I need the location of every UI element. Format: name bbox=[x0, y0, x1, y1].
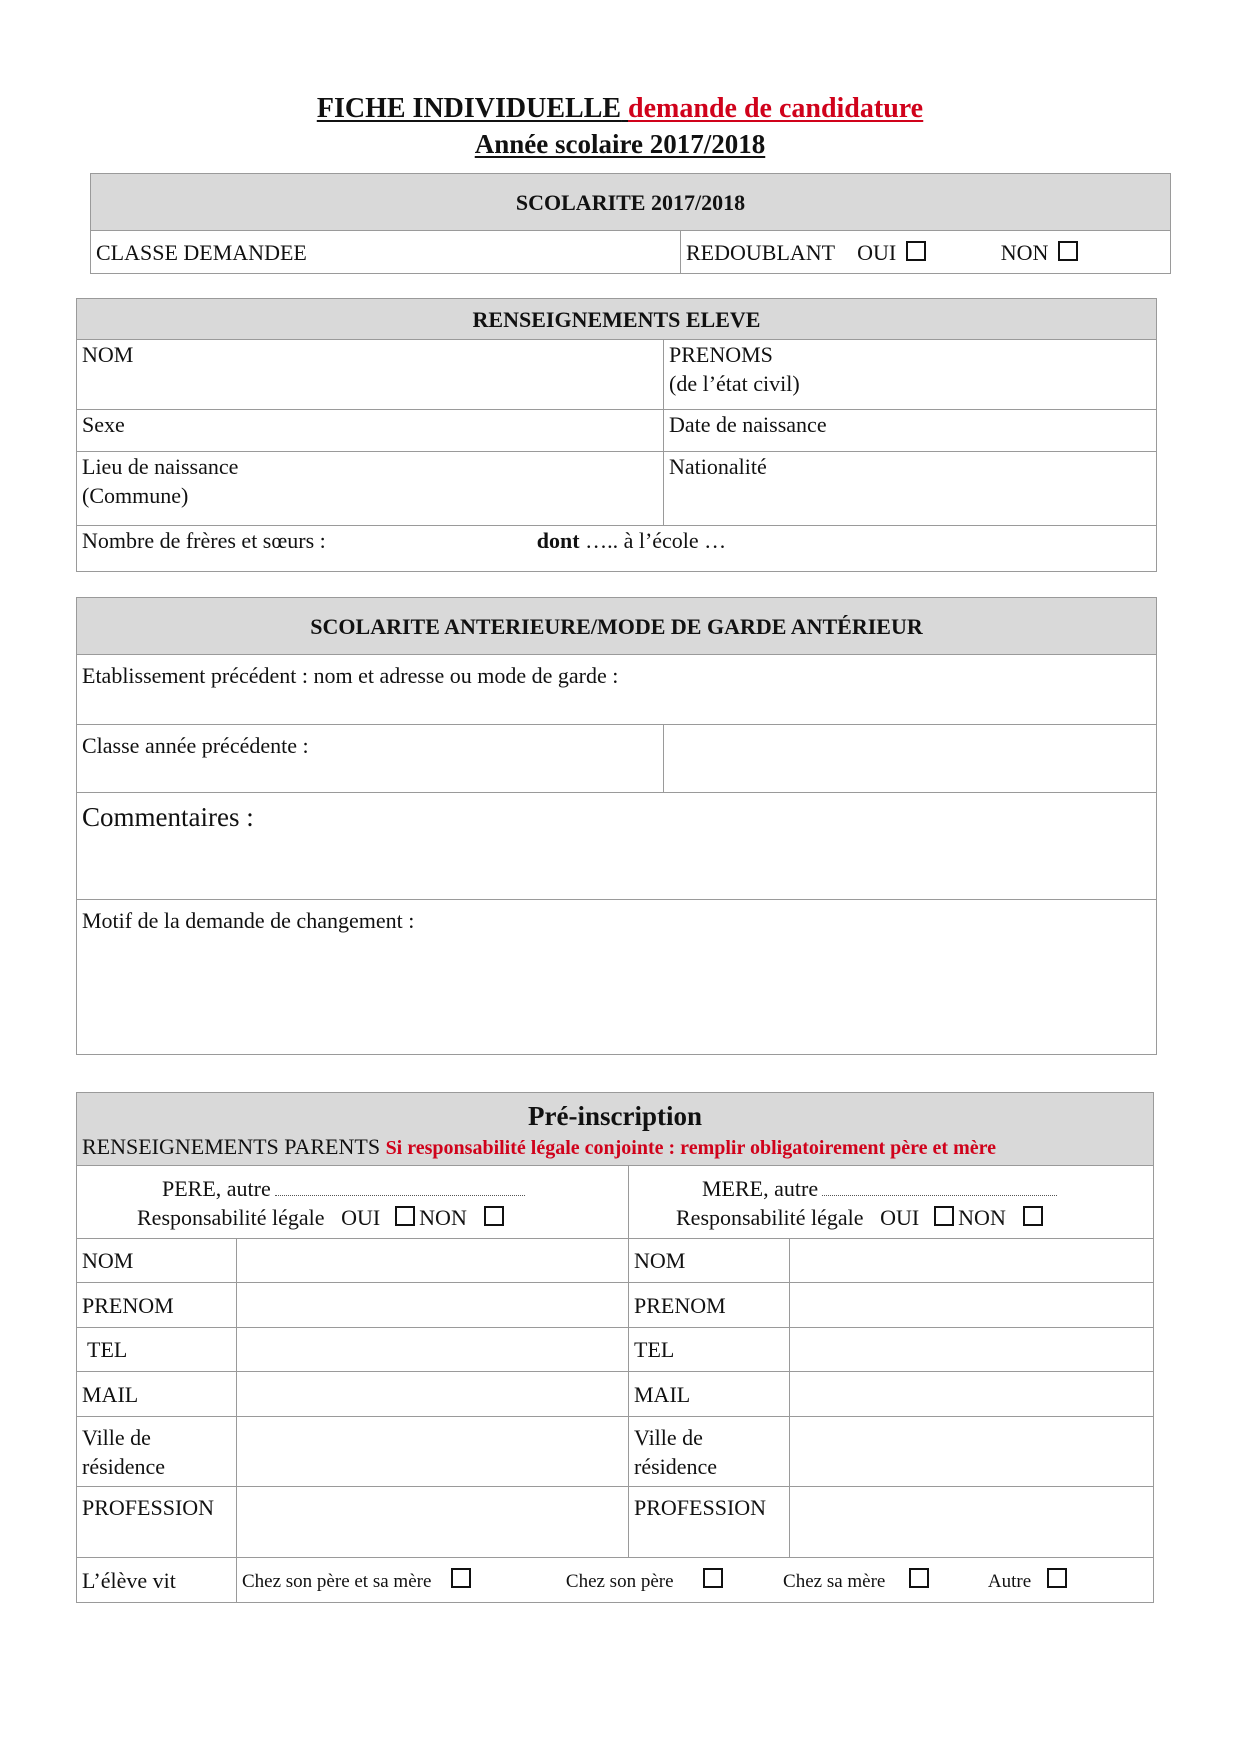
parents-heading bbox=[77, 1093, 1154, 1166]
parents-subtitle: RENSEIGNEMENTS PARENTS bbox=[82, 1133, 381, 1159]
mere-prenom-input[interactable] bbox=[790, 1283, 1154, 1328]
lieu-naissance-field[interactable]: Lieu de naissance (Commune) bbox=[77, 452, 664, 526]
mere-mail-label: MAIL bbox=[629, 1372, 790, 1417]
pere-ville-label: Ville de résidence bbox=[77, 1417, 237, 1487]
mere-profession-input[interactable] bbox=[790, 1487, 1154, 1558]
mere-tel-input[interactable] bbox=[790, 1328, 1154, 1372]
preinscription-title: Pré-inscription bbox=[528, 1100, 702, 1131]
mere-prenom-label: PRENOM bbox=[629, 1283, 790, 1328]
pere-profession-input[interactable] bbox=[237, 1487, 629, 1558]
scolarite-heading: SCOLARITE 2017/2018 bbox=[91, 174, 1171, 231]
vit-mere-checkbox[interactable] bbox=[909, 1568, 929, 1588]
vit-pere-mere-checkbox[interactable] bbox=[451, 1568, 471, 1588]
vit-pere-checkbox[interactable] bbox=[703, 1568, 723, 1588]
pere-tel-input[interactable] bbox=[237, 1328, 629, 1372]
classe-demandee-field[interactable]: CLASSE DEMANDEE bbox=[91, 231, 681, 274]
pere-profession-label: PROFESSION bbox=[77, 1487, 237, 1558]
classe-precedente-value[interactable] bbox=[664, 725, 1157, 793]
school-year-subtitle: Année scolaire 2017/2018 bbox=[474, 129, 766, 159]
pere-mail-label: MAIL bbox=[77, 1372, 237, 1417]
eleve-vit-label: L’élève vit bbox=[77, 1558, 237, 1603]
mere-header: MERE, autre Responsabilité légale OUI NON bbox=[629, 1166, 1154, 1239]
nationalite-field[interactable]: Nationalité bbox=[664, 452, 1157, 526]
pere-resp-non-checkbox[interactable] bbox=[484, 1206, 504, 1226]
pere-mail-input[interactable] bbox=[237, 1372, 629, 1417]
mere-ville-label: Ville de résidence bbox=[629, 1417, 790, 1487]
mere-ville-input[interactable] bbox=[790, 1417, 1154, 1487]
classe-precedente-field[interactable]: Classe année précédente : bbox=[77, 725, 664, 793]
mere-resp-non-checkbox[interactable] bbox=[1023, 1206, 1043, 1226]
commentaires-field[interactable]: Commentaires : bbox=[77, 793, 1157, 900]
pere-ville-input[interactable] bbox=[237, 1417, 629, 1487]
pere-nom-input[interactable] bbox=[237, 1239, 629, 1283]
scolarite-table bbox=[90, 173, 1171, 274]
anterieure-table bbox=[76, 597, 1157, 1055]
parents-table bbox=[76, 1092, 1154, 1603]
pere-tel-label: TEL bbox=[77, 1328, 237, 1372]
nom-field[interactable]: NOM bbox=[77, 340, 664, 410]
parents-warning: Si responsabilité légale conjointe : remplir obligatoirement père et mère bbox=[385, 1136, 997, 1159]
pere-prenom-input[interactable] bbox=[237, 1283, 629, 1328]
redoublant-non-checkbox[interactable] bbox=[1058, 241, 1078, 261]
sexe-field[interactable]: Sexe bbox=[77, 410, 664, 452]
eleve-table bbox=[76, 298, 1157, 572]
motif-field[interactable]: Motif de la demande de changement : bbox=[77, 900, 1157, 1055]
eleve-heading: RENSEIGNEMENTS ELEVE bbox=[77, 299, 1157, 340]
eleve-vit-options: Chez son père et sa mère Chez son père Chez sa mère Autre bbox=[237, 1558, 1154, 1603]
form-title bbox=[0, 92, 1240, 126]
title-main: FICHE INDIVIDUELLE bbox=[316, 93, 622, 124]
mere-resp-oui-checkbox[interactable] bbox=[934, 1206, 954, 1226]
mere-mail-input[interactable] bbox=[790, 1372, 1154, 1417]
freres-soeurs-field[interactable]: Nombre de frères et sœurs : dont ….. à l’école … bbox=[77, 526, 1157, 572]
mere-nom-label: NOM bbox=[629, 1239, 790, 1283]
date-naissance-field[interactable]: Date de naissance bbox=[664, 410, 1157, 452]
redoublant-field: REDOUBLANT OUI NON bbox=[681, 231, 1171, 274]
prenoms-field[interactable]: PRENOMS (de l’état civil) bbox=[664, 340, 1157, 410]
anterieure-heading: SCOLARITE ANTERIEURE/MODE DE GARDE ANTÉRIEUR bbox=[77, 598, 1157, 655]
mere-tel-label: TEL bbox=[629, 1328, 790, 1372]
etablissement-field[interactable]: Etablissement précédent : nom et adresse ou mode de garde : bbox=[77, 655, 1157, 725]
pere-prenom-label: PRENOM bbox=[77, 1283, 237, 1328]
pere-header: PERE, autre Responsabilité légale OUI NON bbox=[77, 1166, 629, 1239]
title-highlight: demande de candidature bbox=[628, 93, 924, 124]
vit-autre-checkbox[interactable] bbox=[1047, 1568, 1067, 1588]
pere-resp-oui-checkbox[interactable] bbox=[395, 1206, 415, 1226]
redoublant-oui-checkbox[interactable] bbox=[906, 241, 926, 261]
pere-nom-label: NOM bbox=[77, 1239, 237, 1283]
mere-nom-input[interactable] bbox=[790, 1239, 1154, 1283]
mere-profession-label: PROFESSION bbox=[629, 1487, 790, 1558]
